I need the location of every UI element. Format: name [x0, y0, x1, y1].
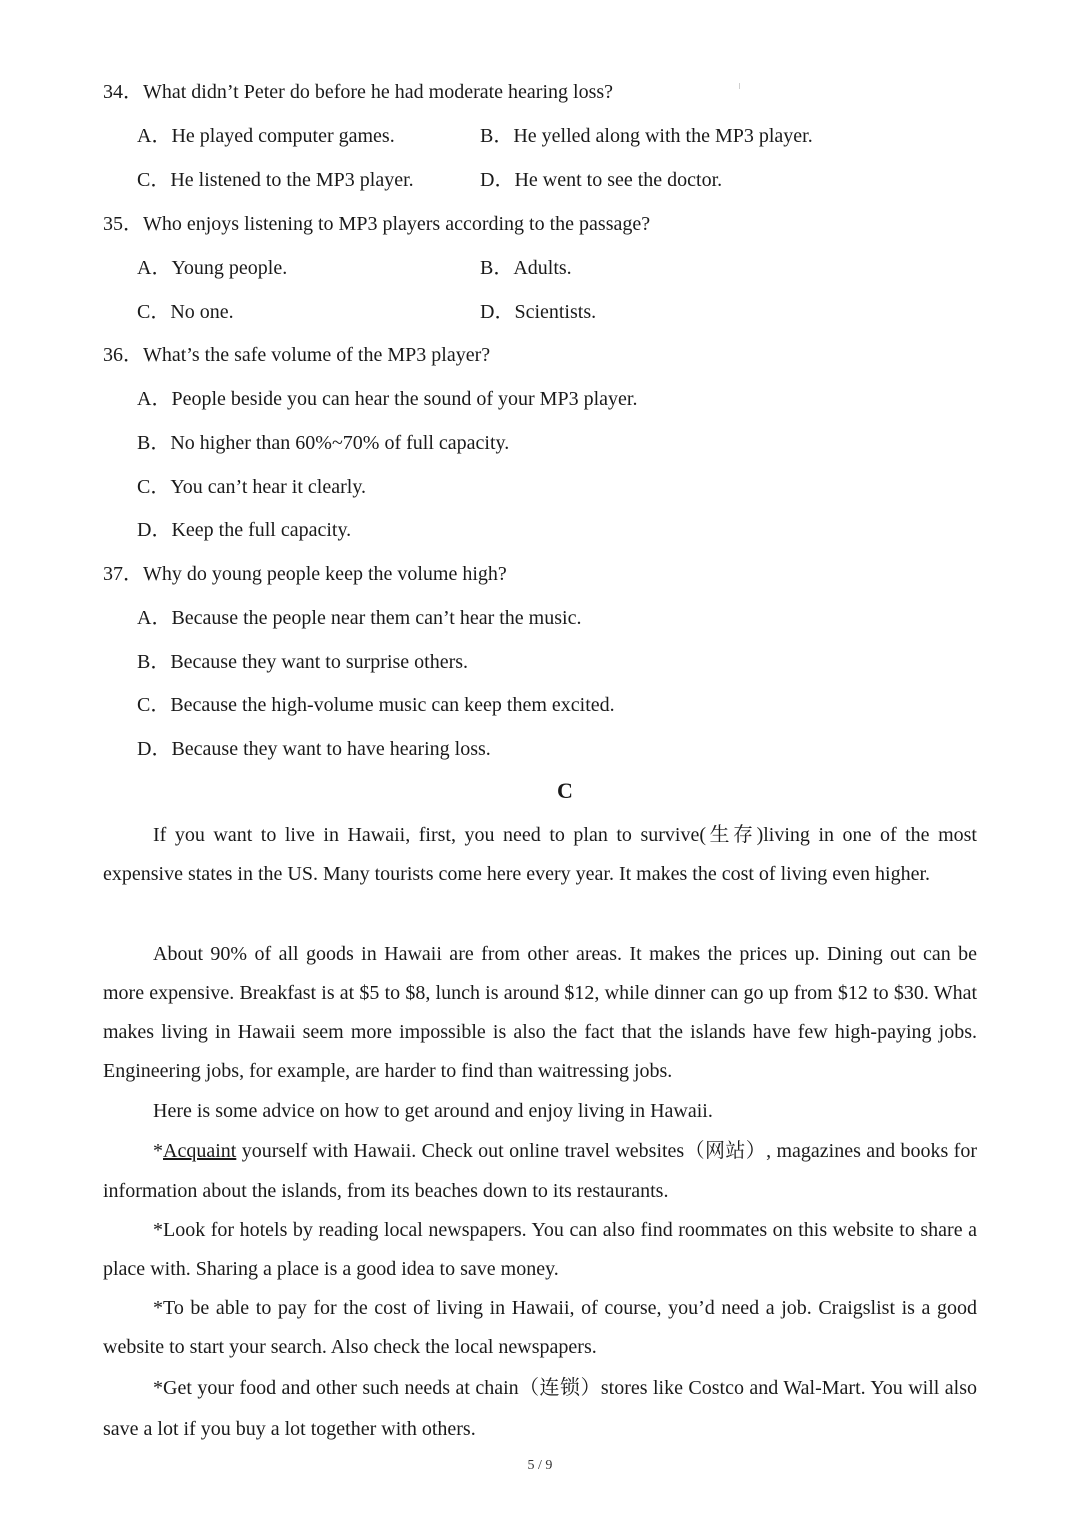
question-34-option-b: B．He yelled along with the MP3 player.	[480, 125, 813, 147]
question-37-option-d: D．Because they want to have hearing loss.	[137, 738, 491, 760]
question-34-option-a: A．He played computer games.	[137, 125, 395, 147]
passage-paragraph-3: Here is some advice on how to get around and enjoy living in Hawaii.	[153, 1100, 713, 1122]
scan-speck	[739, 83, 740, 89]
question-34-option-c: C．He listened to the MP3 player.	[137, 169, 414, 191]
question-34-option-d: D．He went to see the doctor.	[480, 169, 723, 191]
passage-paragraph-4	[103, 1131, 977, 1211]
question-35-stem: 35．Who enjoys listening to MP3 players according to the passage?	[103, 213, 651, 235]
bullet-star: *	[153, 1140, 163, 1162]
question-36-option-d: D．Keep the full capacity.	[137, 519, 352, 541]
question-35-option-c: C．No one.	[137, 301, 234, 323]
question-37-option-c: C．Because the high-volume music can keep them excited.	[137, 694, 615, 716]
question-35-option-d: D．Scientists.	[480, 301, 597, 323]
passage-paragraph-1: If you want to live in Hawaii, first, you need to plan to survive(生存)living in one of the most expensive states in the US. Many tourists come here every year. It makes the cost of living even higher.	[103, 824, 977, 885]
question-37-option-a: A．Because the people near them can’t hear the music.	[137, 607, 582, 629]
passage-paragraph-6: *To be able to pay for the cost of living in Hawaii, of course, you’d need a job. Craigslist is a good website to start your search. Also check the local newspapers.	[103, 1297, 977, 1358]
question-36-option-a: A．People beside you can hear the sound of your MP3 player.	[137, 388, 638, 410]
question-37-option-b: B．Because they want to surprise others.	[137, 651, 469, 673]
question-36-option-c: C．You can’t hear it clearly.	[137, 476, 367, 498]
question-37-stem: 37．Why do young people keep the volume high?	[103, 563, 507, 585]
question-35-option-b: B．Adults.	[480, 257, 572, 279]
question-36-stem: 36．What’s the safe volume of the MP3 player?	[103, 344, 491, 366]
question-36-option-b: B．No higher than 60%~70% of full capacity.	[137, 432, 510, 454]
question-35-option-a: A．Young people.	[137, 257, 288, 279]
passage-paragraph-2: About 90% of all goods in Hawaii are from other areas. It makes the prices up. Dining out can be more expensive. Breakfast is at $5 to $8, lunch is around $12, while dinner can go up from $12 to $30. What makes living in Hawaii seem more impossible is also the fact that the islands have few high-paying jobs. Engineering jobs, for example, are harder to find than waitressing jobs.	[103, 943, 977, 1082]
passage-paragraph-7: *Get your food and other such needs at chain（连锁）stores like Costco and Wal-Mart. You will also save a lot if you buy a lot together with others.	[103, 1377, 977, 1440]
page-number: 5 / 9	[527, 1458, 553, 1473]
paragraph-4-text: yourself with Hawaii. Check out online travel websites（网站）, magazines and books for information about the islands, from its beaches down to its restaurants.	[103, 1140, 977, 1202]
underlined-word-acquaint: Acquaint	[163, 1140, 237, 1162]
question-34-stem: 34．What didn’t Peter do before he had moderate hearing loss?	[103, 81, 614, 103]
passage-paragraph-5: *Look for hotels by reading local newspapers. You can also find roommates on this website to share a place with. Sharing a place is a good idea to save money.	[103, 1219, 977, 1280]
passage-heading: C	[557, 778, 573, 803]
